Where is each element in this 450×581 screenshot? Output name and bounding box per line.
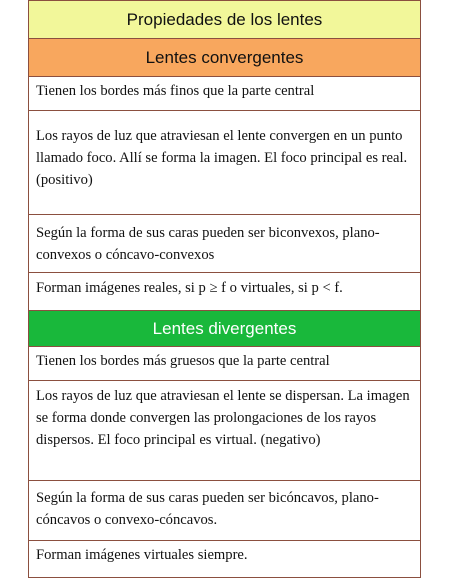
convergentes-row-4: Forman imágenes reales, si p ≥ f o virtuales, si p < f. xyxy=(29,272,420,310)
convergentes-row-2: Los rayos de luz que atraviesan el lente convergen en un punto llamado foco. Allí se forma la imagen. El foco principal es real. (positivo) xyxy=(29,110,420,214)
lens-properties-table xyxy=(28,0,421,578)
divergentes-row-2: Los rayos de luz que atraviesan el lente se dispersan. La imagen se forma donde convergen las prolongaciones de los rayos dispersos. El foco principal es virtual. (negativo) xyxy=(29,380,420,480)
convergentes-header: Lentes convergentes xyxy=(29,38,420,76)
divergentes-header: Lentes divergentes xyxy=(29,310,420,346)
convergentes-row-3: Según la forma de sus caras pueden ser biconvexos, plano-convexos o cóncavo-convexos xyxy=(29,214,420,272)
divergentes-row-1: Tienen los bordes más gruesos que la parte central xyxy=(29,346,420,380)
convergentes-row-1: Tienen los bordes más finos que la parte central xyxy=(29,76,420,110)
divergentes-row-4: Forman imágenes virtuales siempre. xyxy=(29,540,420,577)
divergentes-row-3: Según la forma de sus caras pueden ser bicóncavos, plano-cóncavos o convexo-cóncavos. xyxy=(29,480,420,540)
table-title: Propiedades de los lentes xyxy=(29,0,420,38)
